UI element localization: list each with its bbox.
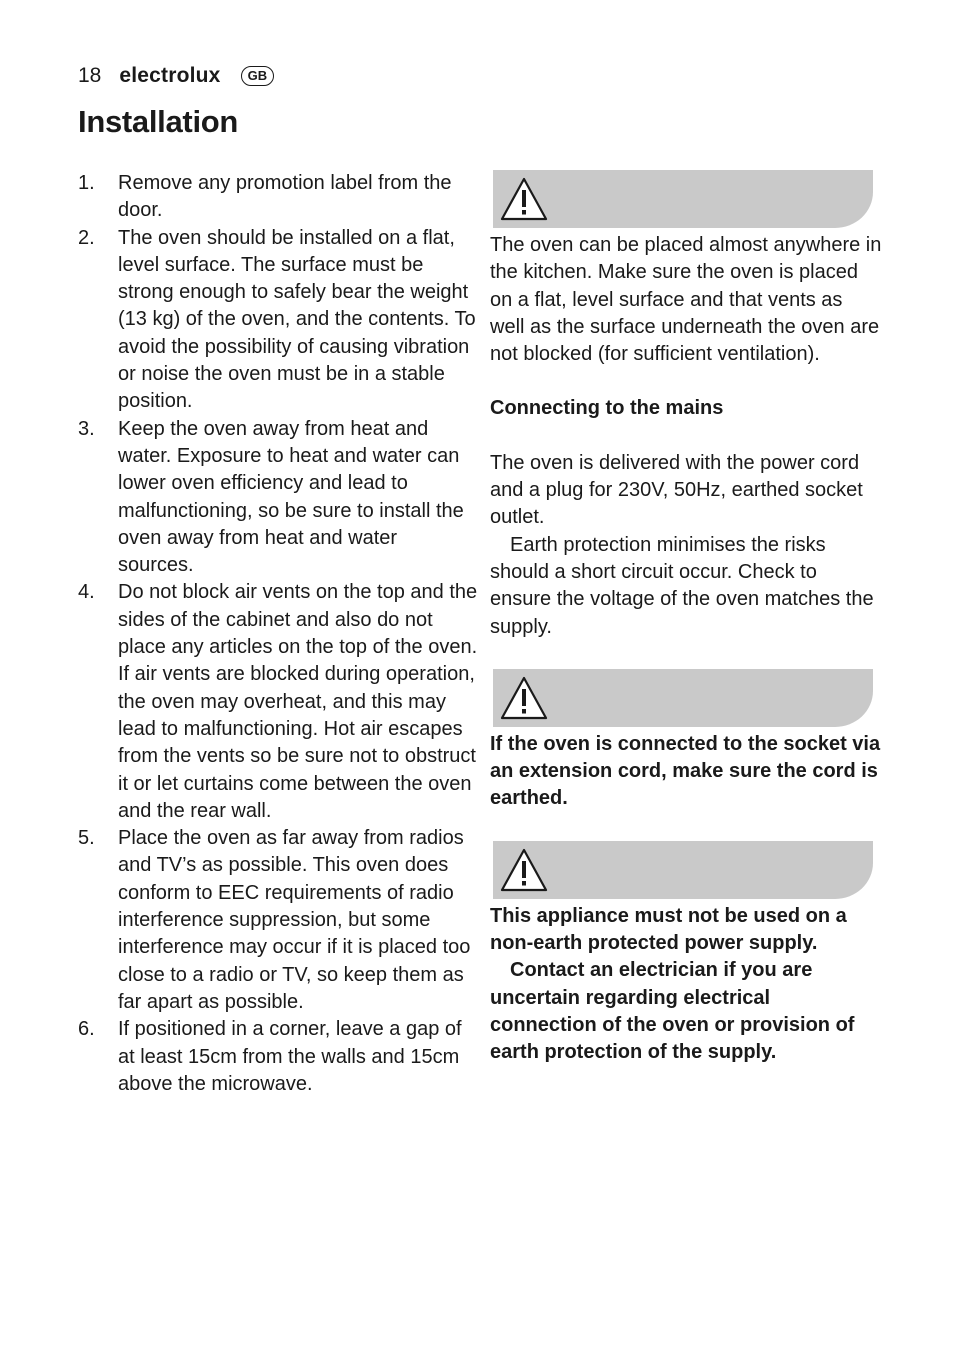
list-item: [78, 1016, 478, 1098]
list-item: [78, 170, 478, 225]
page-number: 18: [78, 64, 102, 87]
warning-triangle-icon: [499, 847, 549, 893]
step-text: If positioned in a corner, leave a gap of at least 15cm from the walls and 15cm above the microwave.: [118, 1018, 462, 1095]
list-item: [78, 416, 478, 580]
earth-protection-text: Earth protection minimises the risks should a short circuit occur. Check to ensure the voltage of the oven matches the supply.: [490, 533, 874, 638]
step-number: 2.: [78, 226, 95, 249]
step-text: The oven should be installed on a flat, level surface. The surface must be strong enough to safely bear the weight (13 kg) of the oven, and the contents. To avoid the possibility of causing vibration or noise the oven must be in a stable position.: [118, 226, 476, 413]
step-text: Keep the oven away from heat and water. Exposure to heat and water can lower oven efficiency and lead to malfunctioning, so be sure to install the oven away from heat and water sources.: [118, 417, 464, 577]
electrician-warning: Contact an electrician if you are uncertain regarding electrical connection of the oven or provision of earth protection of the supply.: [490, 959, 855, 1064]
mains-heading: Connecting to the mains: [490, 397, 724, 420]
right-column: [490, 170, 882, 1067]
brand-logo: electrolux: [119, 64, 221, 87]
step-number: 4.: [78, 581, 95, 604]
step-number: 3.: [78, 417, 95, 440]
list-item: [78, 225, 478, 416]
earth-warning: This appliance must not be used on a non-earth protected power supply.: [490, 904, 847, 955]
mains-text: The oven is delivered with the power cord and a plug for 230V, 50Hz, earthed socket outlet.: [490, 451, 863, 529]
step-number: 5.: [78, 827, 95, 850]
country-badge: GB: [241, 66, 275, 86]
step-number: 6.: [78, 1018, 95, 1041]
list-item: [78, 825, 478, 1016]
warning-bar: [493, 170, 873, 228]
placement-text: The oven can be placed almost anywhere in the kitchen. Make sure the oven is placed on a flat, level surface and that vents as well as the surface underneath the oven are not blocked (for sufficient ventilation).: [490, 234, 882, 366]
step-text: Do not block air vents on the top and the sides of the cabinet and also do not place any articles on the top of the oven. If air vents are blocked during operation, the oven may overheat, and this may lead to malfunctioning. Hot air escapes from the vents so be sure not to obstruct it or let curtains come between the oven and the rear wall.: [118, 581, 478, 822]
installation-steps: [78, 170, 478, 1098]
step-text: Remove any promotion label from the door.: [118, 172, 452, 222]
page-header: [78, 64, 274, 88]
list-item: [78, 579, 478, 825]
extension-cord-warning: If the oven is connected to the socket via an extension cord, make sure the cord is earthed.: [490, 732, 881, 810]
warning-bar: [493, 841, 873, 899]
page-title: Installation: [78, 104, 239, 139]
step-text: Place the oven as far away from radios and TV’s as possible. This oven does conform to EEC requirements of radio interference suppression, but some interference may occur if it is placed too close to a radio or TV, so keep them as far apart as possible.: [118, 827, 471, 1013]
warning-triangle-icon: [499, 176, 549, 222]
warning-bar: [493, 669, 873, 727]
warning-triangle-icon: [499, 675, 549, 721]
step-number: 1.: [78, 172, 95, 194]
